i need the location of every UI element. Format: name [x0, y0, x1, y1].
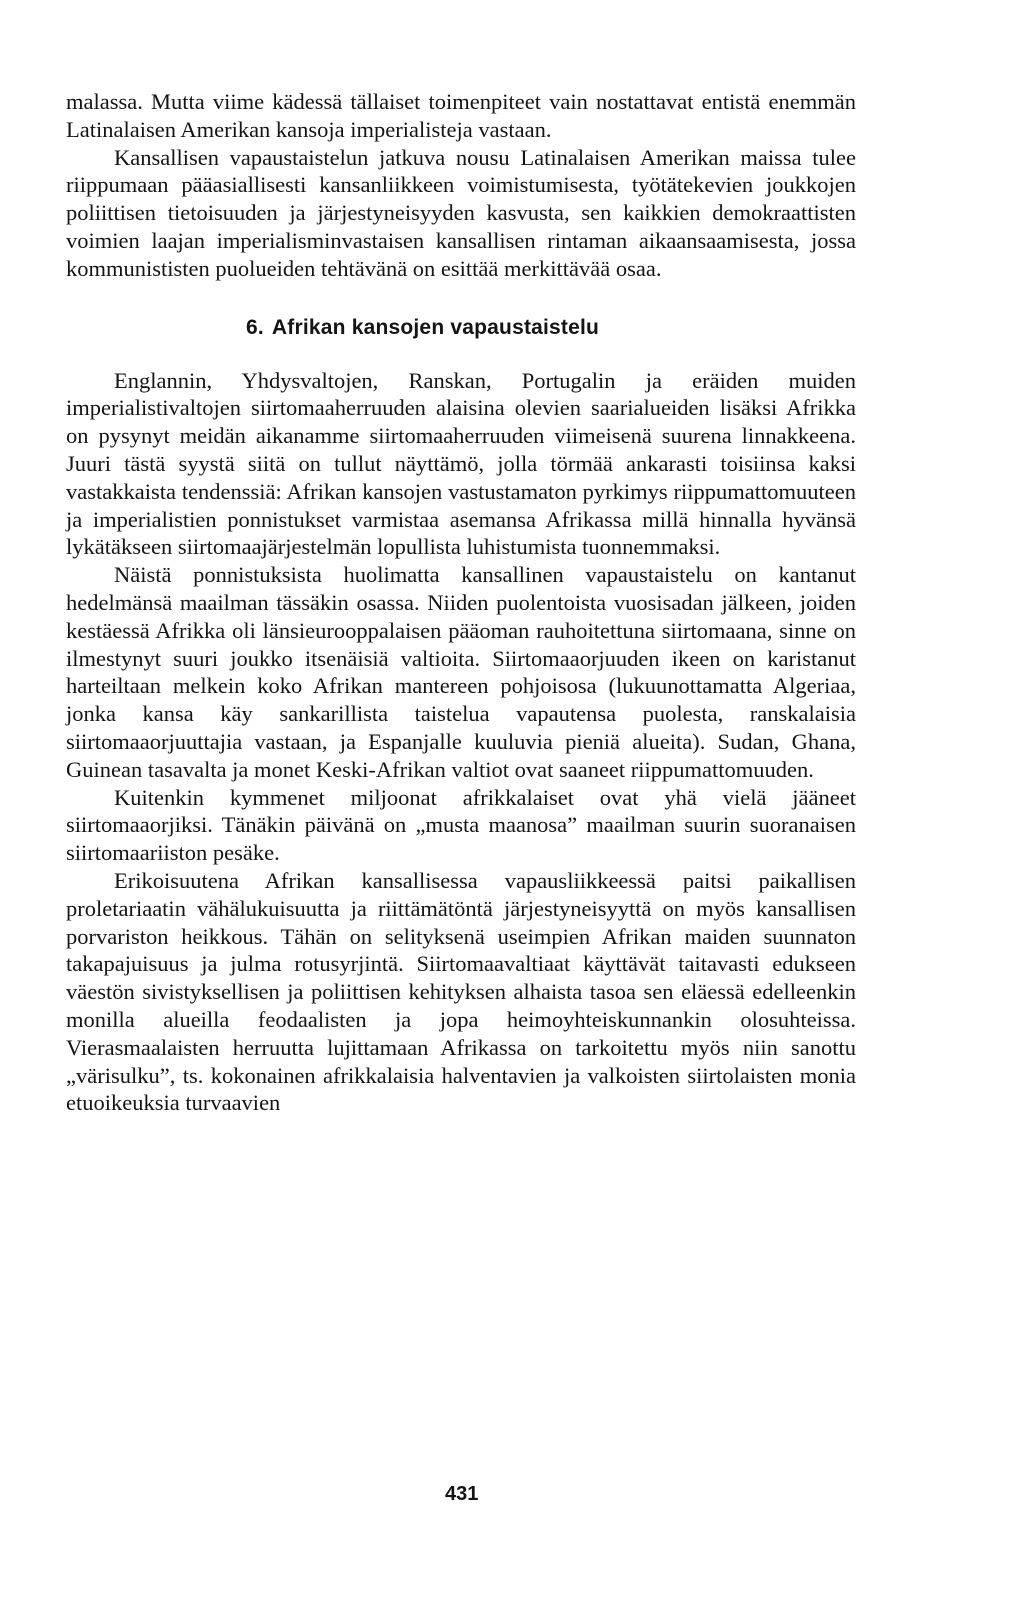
section-heading	[246, 314, 856, 342]
paragraph: Englannin, Yhdysvaltojen, Ranskan, Portugalin ja eräiden muiden imperialistivaltojen siirtomaaherruuden alaisina olevien saarialueiden lisäksi Afrikka on pysynyt meidän aikanamme siirtomaaherruuden viimeisenä suurena linnakkeena. Juuri tästä syystä siitä on tullut näyttämö, jolla törmää ankarasti toisiinsa kaksi vastakkaista tendenssiä: Afrikan kansojen vastustamaton pyrkimys riippumattomuuteen ja imperialistien ponnistukset varmistaa asemansa Afrikassa millä hinnalla hyvänsä lykätäkseen siirtomaajärjestelmän lopullista luhistumista tuonnemmaksi.	[66, 367, 856, 560]
page-text-column	[66, 88, 856, 1117]
section-number: 6.	[246, 315, 264, 339]
paragraph: Kuitenkin kymmenet miljoonat afrikkalaiset ovat yhä vielä jääneet siirtomaaorjiksi. Tänäkin päivänä on „musta maanosa” maailman suurin suoranaisen siirtomaariiston pesäke.	[66, 784, 856, 866]
page-number: 431	[445, 1483, 479, 1505]
section-title: Afrikan kansojen vapaustaistelu	[271, 315, 600, 339]
paragraph: malassa. Mutta viime kädessä tällaiset toimenpiteet vain nostattavat entistä enemmän Latinalaisen Amerikan kansoja imperialisteja vastaan.	[66, 89, 856, 142]
paragraph: Kansallisen vapaustaistelun jatkuva nousu Latinalaisen Amerikan maissa tulee riippumaan pääasiallisesti kansanliikkeen voimistumisesta, työtätekevien joukkojen poliittisen tietoisuuden ja järjestyneisyyden kasvusta, sen kaikkien demokraattisten voimien laajan imperialisminvastaisen kansallisen rintaman aikaansaamisesta, jossa kommunististen puolueiden tehtävänä on esittää merkittävää osaa.	[66, 144, 856, 281]
paragraph: Näistä ponnistuksista huolimatta kansallinen vapaustaistelu on kantanut hedelmänsä maailman tässäkin osassa. Niiden puolentoista vuosisadan jälkeen, joiden kestäessä Afrikka oli länsieurooppalaisen pääoman rauhoitettuna siirtomaana, sinne on ilmestynyt suuri joukko itsenäisiä valtioita. Siirtomaaorjuuden ikeen on karistanut harteiltaan melkein koko Afrikan mantereen pohjoisosa (lukuunottamatta Algeriaa, jonka kansa käy sankarillista taistelua vapautensa puolesta, ranskalaisia siirtomaaorjuuttajia vastaan, ja Espanjalle kuuluvia pieniä alueita). Sudan, Ghana, Guinean tasavalta ja monet Keski-Afrikan valtiot ovat saaneet riippumattomuuden.	[66, 562, 856, 782]
paragraph: Erikoisuutena Afrikan kansallisessa vapausliikkeessä paitsi paikallisen proletariaatin vähälukuisuutta ja riittämätöntä järjestyneisyyttä on myös kansallisen porvariston heikkous. Tähän on selityksenä useimpien Afrikan maiden suunnaton takapajuisuus ja julma rotusyrjintä. Siirtomaavaltiaat käyttävät taitavasti edukseen väestön sivistyksellisen ja poliittisen kehityksen alhaista tasoa sen eläessä edelleenkin monilla alueilla feodaalisten ja jopa heimoyhteiskunnankin olosuhteissa. Vierasmaalaisten herruutta lujittamaan Afrikassa on tarkoitettu myös niin sanottu „värisulku”, ts. kokonainen afrikkalaisia halventavien ja valkoisten siirtolaisten monia etuoikeuksia turvaavien	[66, 867, 856, 1116]
